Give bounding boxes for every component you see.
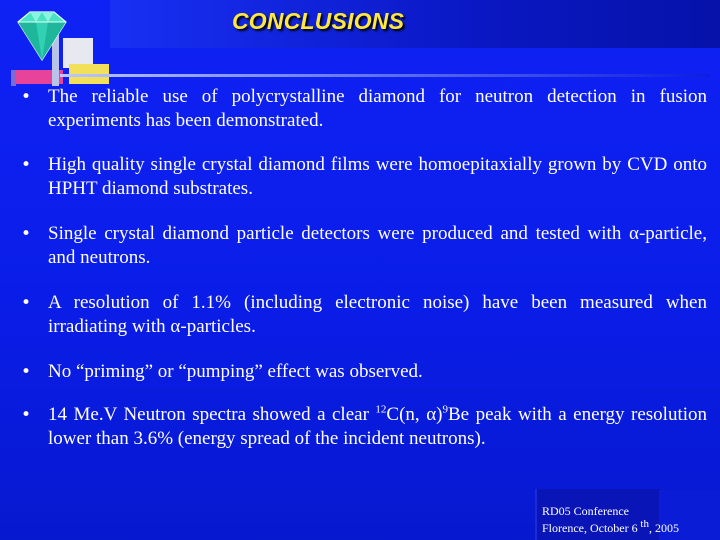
bullet-text-part: Be peak with a energy resolution lower than 3.6% (energy spread of the incident neutrons). — [48, 404, 708, 449]
bullet-text: High quality single crystal diamond films were homoepitaxially grown by CVD onto HPHT diamond substrates. — [48, 154, 707, 199]
bullet-text-part: A resolution of 1.1% (including electronic noise) have been measured when irradiating with — [48, 292, 707, 337]
bullet-text: The reliable use of polycrystalline diamond for neutron detection in fusion experiments has been demonstrated. — [48, 86, 707, 131]
footer-date — [542, 518, 679, 536]
bullet-text-part: -particle, and neutrons. — [48, 223, 707, 268]
bullet-icon: • — [21, 87, 32, 107]
footer-date-part: Florence, October 6 — [542, 521, 638, 535]
bullet-text-part: 14 Me.V Neutron spectra showed a clear — [48, 404, 376, 425]
bullet-text — [48, 403, 707, 451]
bullet-icon: • — [21, 155, 32, 175]
bullet-text-part: Single crystal diamond particle detectors were produced and tested with — [48, 223, 629, 244]
bullet-icon: • — [21, 224, 32, 244]
bullet-text — [48, 291, 707, 339]
bullet-text: No “priming” or “pumping” effect was observed. — [48, 361, 423, 382]
bullet-text — [48, 222, 707, 270]
slide-title: CONCLUSIONS — [232, 8, 405, 34]
bullet-text-part: ) — [436, 404, 443, 425]
alpha-symbol: α — [628, 223, 639, 244]
superscript: 12 — [375, 403, 387, 416]
footer-conference: RD05 Conference — [542, 504, 629, 518]
bullet-icon: • — [21, 362, 32, 382]
bullet-text-part: -particles. — [180, 316, 256, 337]
title-divider — [60, 74, 710, 77]
alpha-symbol: α — [426, 404, 437, 425]
bullet-text-part: C(n, — [386, 404, 427, 425]
bullet-icon: • — [21, 293, 32, 313]
bullet-icon: • — [21, 405, 32, 425]
superscript: 9 — [442, 403, 448, 416]
alpha-symbol: α — [170, 316, 181, 337]
superscript: th — [637, 518, 649, 530]
footer-date-part: , 2005 — [648, 521, 679, 535]
